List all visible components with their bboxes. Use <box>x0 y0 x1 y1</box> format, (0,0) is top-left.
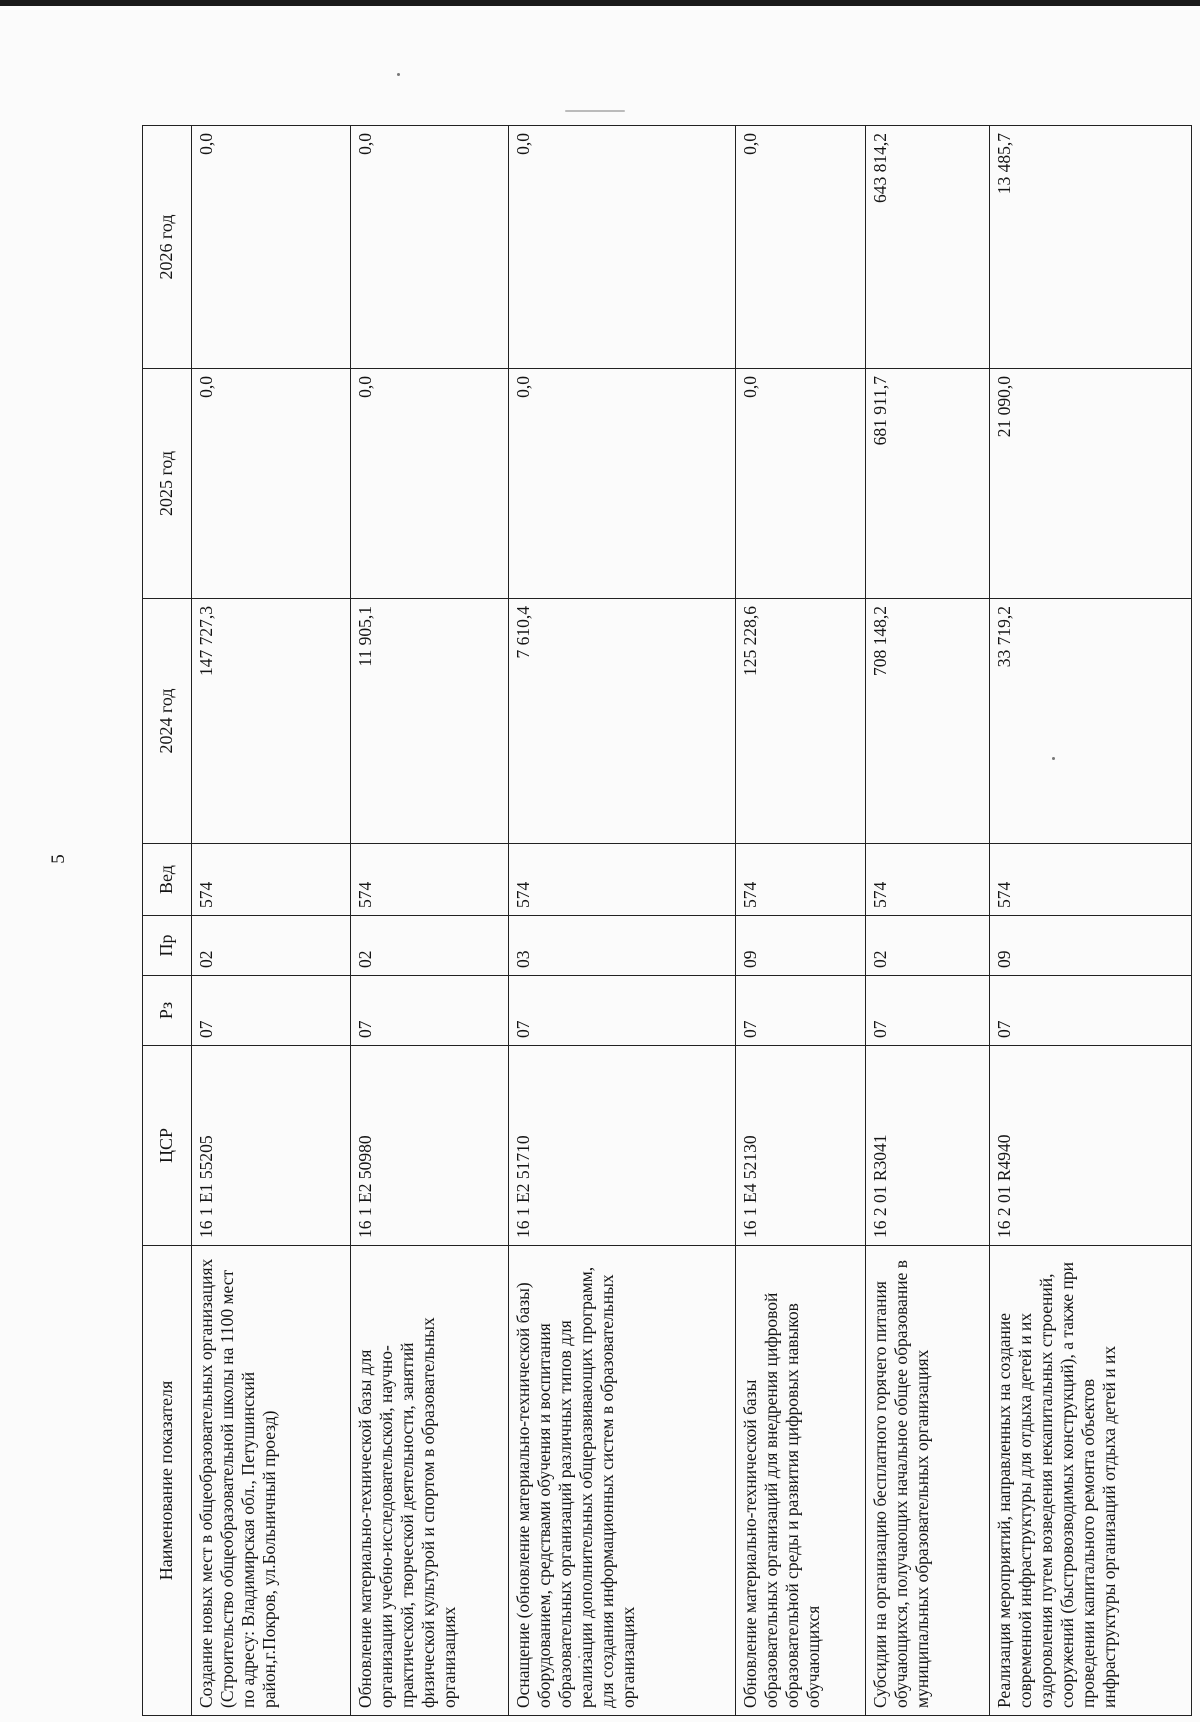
table-row <box>735 126 865 1716</box>
cell-rz: 07 <box>990 976 1192 1046</box>
cell-year-2026: 0,0 <box>192 126 351 369</box>
table-row <box>350 126 509 1716</box>
cell-csr: 16 1 E1 55205 <box>192 1046 351 1246</box>
header-year-2024: 2024 год <box>143 599 192 844</box>
cell-year-2024: 708 148,2 <box>865 599 990 844</box>
cell-indicator-name: Реализация мероприятий, направленных на создание современной инфраструктуры для отдыха детей и их оздоровления путем возведения некапитальных строений, сооружений (быстровозводимых конструкций), а также при проведении капитального ремонта объектов инфраструктуры организаций отдыха детей и их <box>990 1246 1192 1716</box>
cell-indicator-name: Обновление материально-технической базы для организации учебно-исследовательской, научно-практической, творческой деятельности, занятий физической культурой и спортом в образовательных организациях <box>350 1246 509 1716</box>
cell-year-2026: 0,0 <box>735 126 865 369</box>
cell-year-2025: 681 911,7 <box>865 369 990 599</box>
header-rz: Рз <box>143 976 192 1046</box>
cell-year-2026: 0,0 <box>509 126 736 369</box>
cell-csr: 16 2 01 R3041 <box>865 1046 990 1246</box>
cell-year-2024: 7 610,4 <box>509 599 736 844</box>
cell-rz: 07 <box>865 976 990 1046</box>
budget-table <box>142 125 1192 1716</box>
cell-ved: 574 <box>192 844 351 916</box>
header-year-2025: 2025 год <box>143 369 192 599</box>
cell-indicator-name: Субсидии на организацию бесплатного горячего питания обучающихся, получающих начальное общее образование в муниципальных образовательных организациях <box>865 1246 990 1716</box>
cell-ved: 574 <box>350 844 509 916</box>
cell-year-2024: 33 719,2 <box>990 599 1192 844</box>
cell-rz: 07 <box>350 976 509 1046</box>
cell-ved: 574 <box>509 844 736 916</box>
scan-speck <box>565 110 625 112</box>
cell-year-2025: 0,0 <box>192 369 351 599</box>
header-indicator-name: Наименование показателя <box>143 1246 192 1716</box>
cell-year-2026: 0,0 <box>350 126 509 369</box>
cell-ved: 574 <box>990 844 1192 916</box>
cell-ved: 574 <box>735 844 865 916</box>
cell-year-2025: 0,0 <box>509 369 736 599</box>
cell-csr: 16 1 E2 51710 <box>509 1046 736 1246</box>
cell-pr: 03 <box>509 916 736 976</box>
cell-rz: 07 <box>509 976 736 1046</box>
header-year-2026: 2026 год <box>143 126 192 369</box>
cell-ved: 574 <box>865 844 990 916</box>
cell-indicator-name: Создание новых мест в общеобразовательных организациях (Строительство общеобразовательной школы на 1100 мест по адресу: Владимирская обл., Петушинский район,г.Покров, ул.Больничный проезд) <box>192 1246 351 1716</box>
cell-indicator-name: Оснащение (обновление материально-технической базы) оборудованием, средствами обучения и воспитания образовательных организаций различных типов для реализации дополнительных общеразвивающих программ, для создания информационных систем в образовательных организациях <box>509 1246 736 1716</box>
cell-csr: 16 1 E2 50980 <box>350 1046 509 1246</box>
header-ved: Вед <box>143 844 192 916</box>
scan-top-edge <box>0 0 1200 6</box>
cell-year-2024: 147 727,3 <box>192 599 351 844</box>
header-pr: Пр <box>143 916 192 976</box>
table-row <box>865 126 990 1716</box>
cell-pr: 09 <box>735 916 865 976</box>
table-header-row <box>143 126 192 1716</box>
cell-pr: 02 <box>865 916 990 976</box>
budget-table-container <box>142 126 1192 1716</box>
cell-pr: 02 <box>192 916 351 976</box>
cell-year-2025: 21 090,0 <box>990 369 1192 599</box>
table-row <box>192 126 351 1716</box>
table-row <box>509 126 736 1716</box>
cell-indicator-name: Обновление материально-технической базы образовательных организаций для внедрения цифровой образовательной среды и развития цифровых навыков обучающихся <box>735 1246 865 1716</box>
table-row <box>990 126 1192 1716</box>
cell-csr: 16 1 E4 52130 <box>735 1046 865 1246</box>
cell-year-2026: 13 485,7 <box>990 126 1192 369</box>
cell-year-2024: 125 228,6 <box>735 599 865 844</box>
cell-rz: 07 <box>735 976 865 1046</box>
cell-year-2026: 643 814,2 <box>865 126 990 369</box>
cell-year-2024: 11 905,1 <box>350 599 509 844</box>
cell-csr: 16 2 01 R4940 <box>990 1046 1192 1246</box>
cell-pr: 02 <box>350 916 509 976</box>
cell-year-2025: 0,0 <box>350 369 509 599</box>
cell-pr: 09 <box>990 916 1192 976</box>
cell-year-2025: 0,0 <box>735 369 865 599</box>
scan-speck <box>397 73 400 76</box>
cell-rz: 07 <box>192 976 351 1046</box>
header-csr: ЦСР <box>143 1046 192 1246</box>
page-number: 5 <box>47 854 69 864</box>
